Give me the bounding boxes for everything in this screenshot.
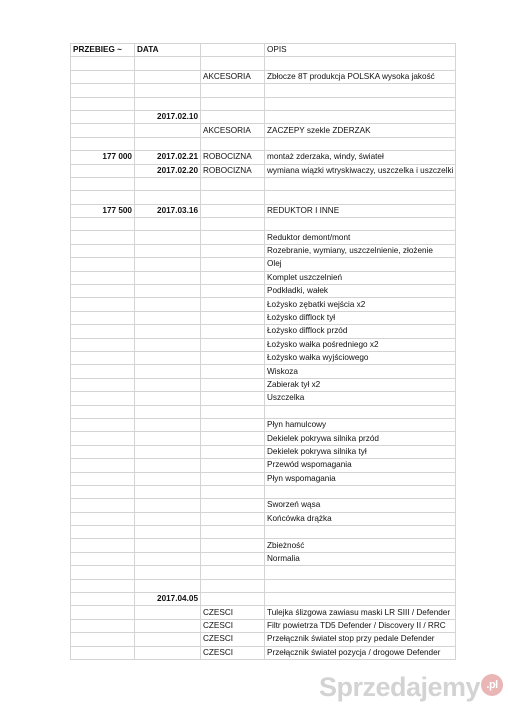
cell-przebieg xyxy=(71,271,135,284)
cell-przebieg xyxy=(71,539,135,552)
cell-typ: CZESCI xyxy=(201,606,265,619)
cell-data xyxy=(135,512,201,525)
cell-opis: Łożysko difflock przód xyxy=(265,325,456,338)
table-row xyxy=(71,351,456,364)
cell-data xyxy=(135,633,201,646)
cell-przebieg xyxy=(71,606,135,619)
cell-typ xyxy=(201,418,265,431)
cell-typ xyxy=(201,311,265,324)
table-row xyxy=(71,606,456,619)
sprzedajemy-watermark xyxy=(319,672,503,703)
table-row xyxy=(71,485,456,498)
cell-typ xyxy=(201,579,265,592)
cell-typ: ROBOCIZNA xyxy=(201,164,265,177)
cell-data xyxy=(135,552,201,565)
cell-data: 2017.03.16 xyxy=(135,204,201,217)
cell-data xyxy=(135,579,201,592)
cell-typ xyxy=(201,231,265,244)
cell-przebieg xyxy=(71,566,135,579)
cell-przebieg xyxy=(71,499,135,512)
cell-data xyxy=(135,218,201,231)
cell-opis: Reduktor demont/mont xyxy=(265,231,456,244)
cell-data xyxy=(135,392,201,405)
cell-opis: REDUKTOR I INNE xyxy=(265,204,456,217)
table-row xyxy=(71,593,456,606)
cell-przebieg xyxy=(71,191,135,204)
cell-typ xyxy=(201,351,265,364)
table-row xyxy=(71,124,456,137)
cell-opis: Łożysko wałka pośredniego x2 xyxy=(265,338,456,351)
table-row xyxy=(71,177,456,190)
cell-typ xyxy=(201,526,265,539)
cell-opis: Filtr powietrza TD5 Defender / Discovery II / RRC xyxy=(265,619,456,632)
cell-opis xyxy=(265,579,456,592)
cell-przebieg xyxy=(71,392,135,405)
cell-data xyxy=(135,646,201,659)
header-opis: OPIS xyxy=(265,44,456,57)
cell-opis: Tulejka ślizgowa zawiasu maski LR SIII / Defender xyxy=(265,606,456,619)
cell-data xyxy=(135,258,201,271)
cell-przebieg xyxy=(71,593,135,606)
table-row xyxy=(71,499,456,512)
table-row xyxy=(71,231,456,244)
table-row xyxy=(71,271,456,284)
cell-data xyxy=(135,459,201,472)
header-typ xyxy=(201,44,265,57)
cell-opis: Końcówka drążka xyxy=(265,512,456,525)
table-row xyxy=(71,191,456,204)
table-row xyxy=(71,70,456,83)
cell-przebieg xyxy=(71,432,135,445)
table-row xyxy=(71,633,456,646)
header-przebieg: PRZEBIEG ~ xyxy=(71,44,135,57)
watermark-text: Sprzedajemy xyxy=(319,672,481,702)
table-row xyxy=(71,512,456,525)
cell-data xyxy=(135,499,201,512)
cell-data xyxy=(135,485,201,498)
cell-opis xyxy=(265,593,456,606)
cell-przebieg xyxy=(71,351,135,364)
cell-opis: Dekielek pokrywa silnika przód xyxy=(265,432,456,445)
cell-opis: Zbłocze 8T produkcja POLSKA wysoka jakość xyxy=(265,70,456,83)
cell-typ: CZESCI xyxy=(201,633,265,646)
cell-przebieg: 177 000 xyxy=(71,151,135,164)
cell-przebieg xyxy=(71,445,135,458)
cell-data: 2017.02.21 xyxy=(135,151,201,164)
cell-data xyxy=(135,418,201,431)
cell-przebieg xyxy=(71,177,135,190)
cell-przebieg xyxy=(71,526,135,539)
cell-typ xyxy=(201,512,265,525)
cell-opis xyxy=(265,405,456,418)
table-row xyxy=(71,552,456,565)
cell-przebieg xyxy=(71,311,135,324)
cell-typ xyxy=(201,137,265,150)
cell-data xyxy=(135,378,201,391)
cell-przebieg xyxy=(71,405,135,418)
cell-data: 2017.02.10 xyxy=(135,110,201,123)
cell-data xyxy=(135,365,201,378)
cell-data xyxy=(135,177,201,190)
cell-typ xyxy=(201,459,265,472)
cell-data xyxy=(135,285,201,298)
cell-opis: Wiskoza xyxy=(265,365,456,378)
cell-typ xyxy=(201,432,265,445)
table-row xyxy=(71,459,456,472)
cell-typ xyxy=(201,325,265,338)
cell-opis xyxy=(265,57,456,70)
table-row xyxy=(71,204,456,217)
cell-opis: Olej xyxy=(265,258,456,271)
cell-opis: Dekielek pokrywa silnika tył xyxy=(265,445,456,458)
cell-typ: AKCESORIA xyxy=(201,124,265,137)
cell-typ xyxy=(201,593,265,606)
table-row xyxy=(71,84,456,97)
cell-opis: Płyn wspomagania xyxy=(265,472,456,485)
table-row xyxy=(71,472,456,485)
table-row xyxy=(71,57,456,70)
header-data: DATA xyxy=(135,44,201,57)
cell-typ xyxy=(201,204,265,217)
cell-przebieg xyxy=(71,298,135,311)
cell-opis: Uszczelka xyxy=(265,392,456,405)
cell-opis xyxy=(265,110,456,123)
cell-opis xyxy=(265,485,456,498)
cell-opis xyxy=(265,137,456,150)
cell-przebieg xyxy=(71,552,135,565)
cell-opis xyxy=(265,218,456,231)
cell-przebieg xyxy=(71,619,135,632)
spreadsheet-table xyxy=(70,43,456,660)
cell-typ xyxy=(201,539,265,552)
cell-typ: AKCESORIA xyxy=(201,70,265,83)
table-row xyxy=(71,378,456,391)
cell-opis: Podkładki, wałek xyxy=(265,285,456,298)
cell-przebieg xyxy=(71,218,135,231)
cell-data xyxy=(135,405,201,418)
cell-typ xyxy=(201,177,265,190)
cell-przebieg xyxy=(71,57,135,70)
cell-data: 2017.04.05 xyxy=(135,593,201,606)
cell-przebieg xyxy=(71,124,135,137)
cell-przebieg xyxy=(71,378,135,391)
table-row xyxy=(71,285,456,298)
cell-opis: ZACZEPY szekle ZDERZAK xyxy=(265,124,456,137)
cell-opis: Łożysko wałka wyjściowego xyxy=(265,351,456,364)
cell-przebieg xyxy=(71,485,135,498)
cell-przebieg xyxy=(71,231,135,244)
cell-data xyxy=(135,124,201,137)
cell-data xyxy=(135,298,201,311)
cell-data xyxy=(135,84,201,97)
cell-data xyxy=(135,445,201,458)
cell-przebieg xyxy=(71,70,135,83)
cell-data xyxy=(135,566,201,579)
table-row xyxy=(71,137,456,150)
cell-typ xyxy=(201,218,265,231)
cell-typ xyxy=(201,552,265,565)
cell-opis: wymiana wiązki wtryskiwaczy, uszczelka i uszczelki xyxy=(265,164,456,177)
table-row xyxy=(71,365,456,378)
cell-typ xyxy=(201,405,265,418)
cell-data xyxy=(135,432,201,445)
table-row xyxy=(71,539,456,552)
table-row xyxy=(71,97,456,110)
cell-typ xyxy=(201,485,265,498)
cell-data xyxy=(135,57,201,70)
cell-przebieg xyxy=(71,84,135,97)
cell-data xyxy=(135,619,201,632)
cell-typ xyxy=(201,57,265,70)
cell-opis: Rozebranie, wymiany, uszczelnienie, złożenie xyxy=(265,244,456,257)
cell-opis: montaż zderzaka, windy, świateł xyxy=(265,151,456,164)
table-row xyxy=(71,646,456,659)
table-row xyxy=(71,218,456,231)
cell-przebieg xyxy=(71,579,135,592)
table-row xyxy=(71,258,456,271)
cell-przebieg xyxy=(71,258,135,271)
table-row xyxy=(71,566,456,579)
table-row xyxy=(71,619,456,632)
cell-typ xyxy=(201,392,265,405)
cell-typ xyxy=(201,378,265,391)
cell-typ xyxy=(201,258,265,271)
cell-typ xyxy=(201,97,265,110)
cell-data xyxy=(135,231,201,244)
cell-przebieg xyxy=(71,365,135,378)
cell-opis xyxy=(265,84,456,97)
cell-data xyxy=(135,137,201,150)
cell-przebieg xyxy=(71,137,135,150)
cell-opis xyxy=(265,97,456,110)
cell-data xyxy=(135,97,201,110)
header-row xyxy=(71,44,456,57)
cell-typ xyxy=(201,365,265,378)
cell-data xyxy=(135,472,201,485)
table-row xyxy=(71,298,456,311)
cell-typ xyxy=(201,244,265,257)
cell-przebieg xyxy=(71,244,135,257)
table-row xyxy=(71,445,456,458)
table-row xyxy=(71,392,456,405)
cell-przebieg xyxy=(71,512,135,525)
cell-typ xyxy=(201,566,265,579)
cell-opis: Przewód wspomagania xyxy=(265,459,456,472)
cell-opis: Łożysko zębatki wejścia x2 xyxy=(265,298,456,311)
table-row xyxy=(71,405,456,418)
cell-typ xyxy=(201,298,265,311)
cell-typ xyxy=(201,499,265,512)
table-row xyxy=(71,311,456,324)
cell-przebieg xyxy=(71,338,135,351)
table-row xyxy=(71,526,456,539)
cell-typ: CZESCI xyxy=(201,619,265,632)
cell-typ xyxy=(201,285,265,298)
cell-typ xyxy=(201,191,265,204)
cell-data xyxy=(135,338,201,351)
cell-opis: Łożysko difflock tył xyxy=(265,311,456,324)
cell-opis xyxy=(265,526,456,539)
cell-typ xyxy=(201,445,265,458)
cell-przebieg xyxy=(71,164,135,177)
cell-opis: Komplet uszczelnień xyxy=(265,271,456,284)
cell-opis: Zabierak tył x2 xyxy=(265,378,456,391)
table-row xyxy=(71,418,456,431)
cell-data xyxy=(135,351,201,364)
watermark-badge: .pl xyxy=(481,674,503,696)
cell-typ: ROBOCIZNA xyxy=(201,151,265,164)
cell-data xyxy=(135,526,201,539)
table-row xyxy=(71,244,456,257)
cell-przebieg xyxy=(71,285,135,298)
cell-opis: Sworzeń wąsa xyxy=(265,499,456,512)
table-row xyxy=(71,325,456,338)
cell-data: 2017.02.20 xyxy=(135,164,201,177)
cell-data xyxy=(135,311,201,324)
cell-data xyxy=(135,606,201,619)
cell-przebieg: 177 500 xyxy=(71,204,135,217)
table-row xyxy=(71,579,456,592)
cell-typ xyxy=(201,110,265,123)
cell-opis xyxy=(265,191,456,204)
cell-typ xyxy=(201,472,265,485)
cell-przebieg xyxy=(71,646,135,659)
cell-opis xyxy=(265,566,456,579)
cell-data xyxy=(135,191,201,204)
cell-przebieg xyxy=(71,110,135,123)
table-row xyxy=(71,338,456,351)
cell-przebieg xyxy=(71,472,135,485)
cell-data xyxy=(135,70,201,83)
cell-przebieg xyxy=(71,418,135,431)
cell-opis xyxy=(265,177,456,190)
cell-typ xyxy=(201,271,265,284)
table-row xyxy=(71,432,456,445)
cell-data xyxy=(135,539,201,552)
cell-przebieg xyxy=(71,633,135,646)
cell-opis: Zbieżność xyxy=(265,539,456,552)
cell-przebieg xyxy=(71,97,135,110)
table-row xyxy=(71,164,456,177)
cell-typ xyxy=(201,84,265,97)
cell-opis: Przełącznik świateł pozycja / drogowe Defender xyxy=(265,646,456,659)
cell-opis: Normalia xyxy=(265,552,456,565)
table-row xyxy=(71,110,456,123)
cell-data xyxy=(135,271,201,284)
cell-opis: Płyn hamulcowy xyxy=(265,418,456,431)
cell-opis: Przełącznik świateł stop przy pedale Defender xyxy=(265,633,456,646)
cell-data xyxy=(135,244,201,257)
cell-przebieg xyxy=(71,325,135,338)
table-row xyxy=(71,151,456,164)
cell-typ xyxy=(201,338,265,351)
cell-przebieg xyxy=(71,459,135,472)
cell-typ: CZESCI xyxy=(201,646,265,659)
cell-data xyxy=(135,325,201,338)
